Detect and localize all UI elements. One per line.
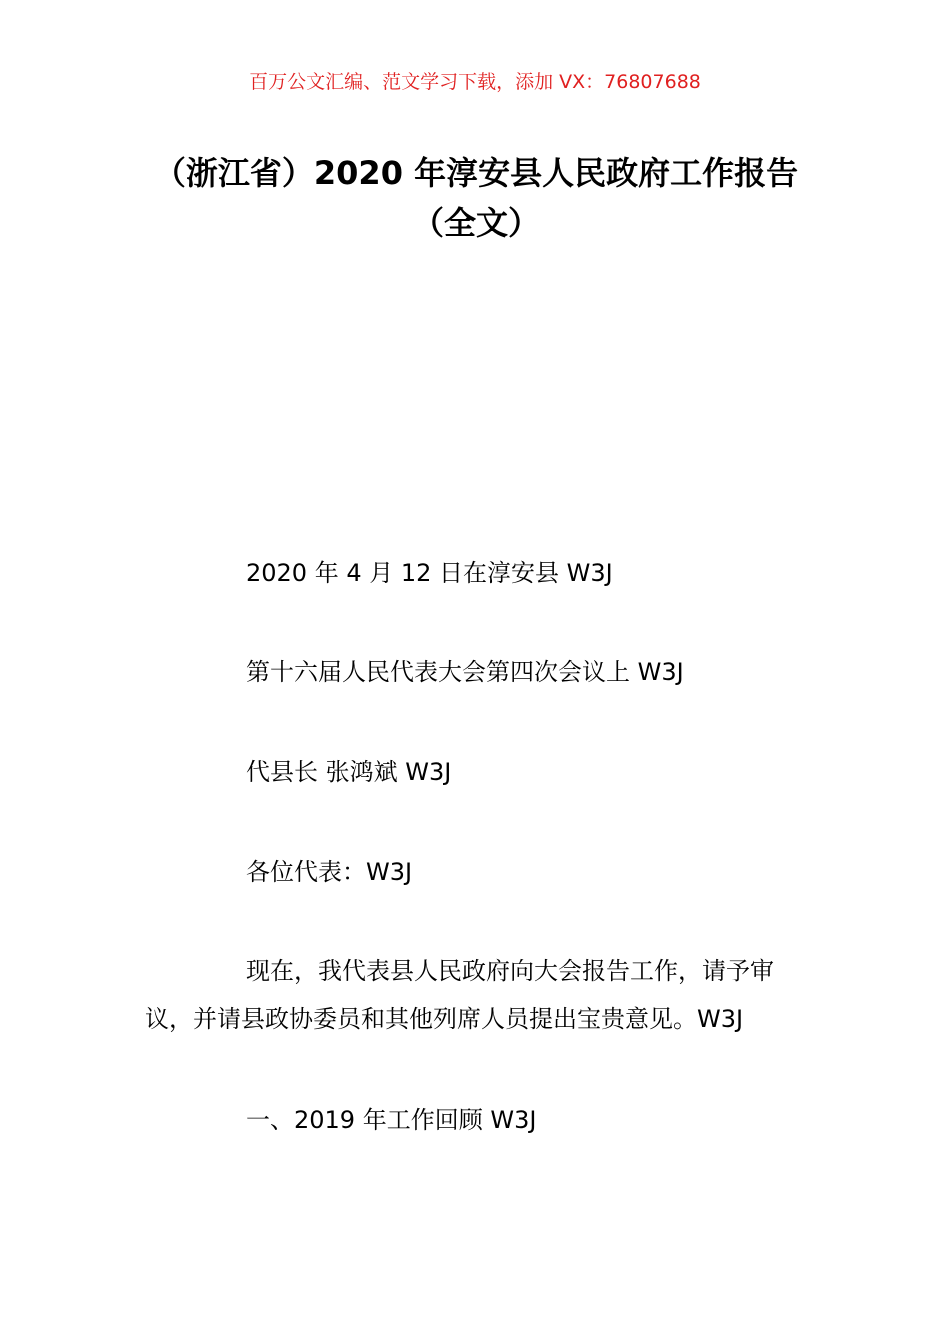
date-line: 2020 年 4 月 12 日在淳安县 W3J <box>246 559 613 587</box>
salutation: 各位代表：W3J <box>246 858 413 886</box>
speaker-line: 代县长 张鸿斌 W3J <box>246 758 452 786</box>
meeting-line: 第十六届人民代表大会第四次会议上 W3J <box>246 658 684 686</box>
intro-paragraph: 现在，我代表县人民政府向大会报告工作，请予审议，并请县政协委员和其他列席人员提出宝贵意见。W3J <box>145 957 774 1033</box>
document-title: （浙江省）2020 年淳安县人民政府工作报告（全文） <box>153 154 799 242</box>
section-heading: 一、2019 年工作回顾 W3J <box>246 1106 537 1134</box>
header-promo-note: 百万公文汇编、范文学习下载，添加 VX：76807688 <box>249 71 701 93</box>
